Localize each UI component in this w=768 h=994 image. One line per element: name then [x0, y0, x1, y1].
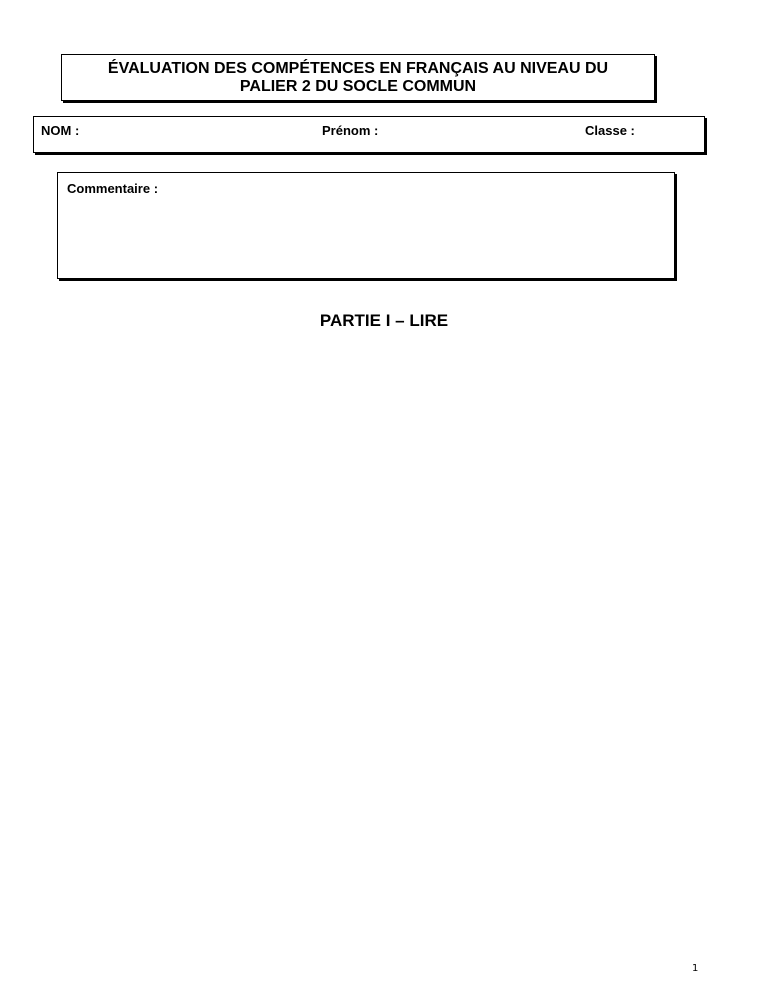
prenom-label: Prénom : [322, 123, 379, 138]
page-number: 1 [692, 963, 699, 974]
student-info-box [33, 116, 705, 153]
classe-label: Classe : [585, 123, 635, 138]
section-title: PARTIE I – LIRE [319, 311, 449, 330]
document-title-line-2: PALIER 2 DU SOCLE COMMUN [239, 78, 477, 95]
document-title-box [61, 54, 655, 101]
comment-box [57, 172, 675, 279]
comment-label: Commentaire : [67, 181, 159, 196]
document-title-line-1: ÉVALUATION DES COMPÉTENCES EN FRANÇAIS AU NIVEAU DU [107, 60, 609, 77]
nom-label: NOM : [41, 123, 80, 138]
